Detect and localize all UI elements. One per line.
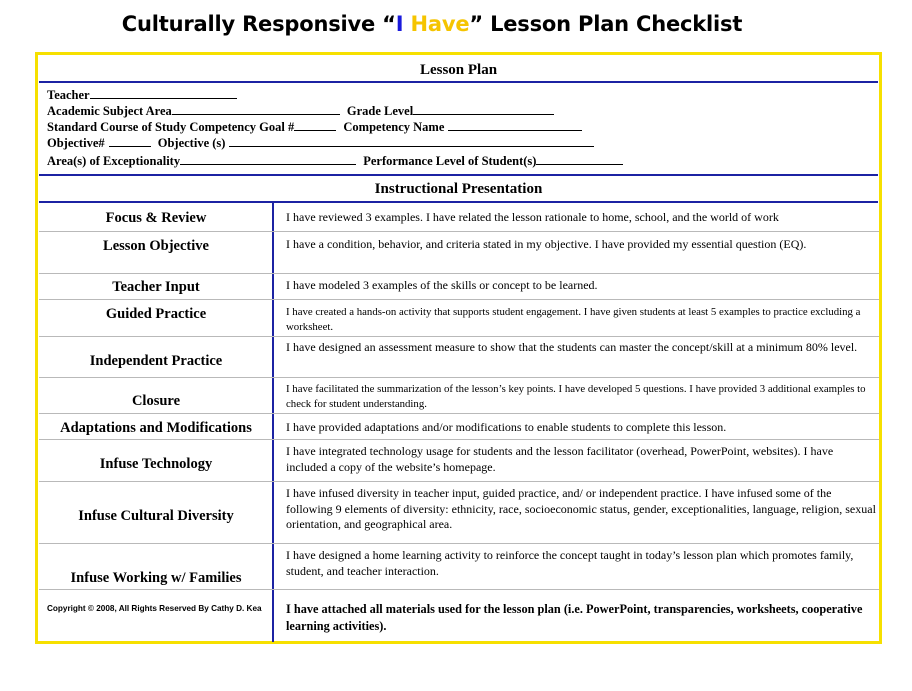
row-text-working-families: I have designed a home learning activity to reinforce the concept taught in today’s lesson plan which promotes family, student, and teacher interaction. [286, 548, 854, 578]
lesson-plan-heading: Lesson Plan [419, 62, 498, 78]
teacher-blank[interactable] [90, 86, 237, 99]
competency-goal-blank[interactable] [294, 118, 336, 131]
objective-num-blank[interactable] [109, 134, 151, 147]
page-title [0, 12, 864, 36]
objectives-blank[interactable] [229, 134, 594, 147]
row-separator [39, 299, 879, 300]
competency-name-blank[interactable] [448, 118, 582, 131]
teacher-field[interactable] [47, 86, 237, 103]
row-label-lesson-objective: Lesson Objective [103, 238, 209, 254]
row-label-adaptations: Adaptations and Modifications [60, 420, 252, 436]
copyright-notice: Copyright © 2008, All Rights Reserved By Cathy D. Kea [47, 604, 262, 613]
row-separator [274, 231, 879, 232]
checklist-frame [35, 52, 882, 644]
exceptionality-blank[interactable] [180, 152, 356, 165]
title-prefix: Culturally Responsive “ [121, 12, 396, 36]
exceptionality-field[interactable] [47, 152, 623, 169]
row-label-guided-practice: Guided Practice [105, 306, 207, 322]
row-label-closure: Closure [131, 393, 181, 409]
subject-grade-field[interactable] [47, 102, 554, 119]
performance-level-blank[interactable] [536, 152, 623, 165]
row-label-independent-practice: Independent Practice [89, 353, 223, 369]
row-label-teacher-input: Teacher Input [112, 279, 200, 295]
row-label-cultural-diversity: Infuse Cultural Diversity [78, 508, 234, 524]
row-text-independent-practice: I have designed an assessment measure to show that the students can master the concept/skill at a minimum 80% level. [286, 340, 858, 354]
row-text-infuse-technology: I have integrated technology usage for students and the lesson facilitator (overhead, PowerPoint, websites). I have included a copy of the website’s homepage. [286, 444, 834, 474]
grade-level-label: Grade Level [346, 104, 414, 118]
row-text-guided-practice: I have created a hands-on activity that supports student engagement. I have given students at least 5 examples to practice excluding a worksheet. [286, 306, 861, 333]
row-separator [39, 231, 274, 232]
title-word-have: Have [410, 12, 470, 36]
performance-level-label: Performance Level of Student(s) [363, 154, 537, 168]
objective-field[interactable] [47, 134, 594, 151]
row-separator [39, 543, 879, 544]
objective-num-label: Objective# [47, 136, 105, 150]
row-text-closure: I have facilitated the summarization of the lesson’s key points. I have developed 5 questions. I have provided 3 additional examples to check for student understanding. [286, 383, 866, 410]
row-separator [39, 589, 879, 590]
row-label-working-families: Infuse Working w/ Families [70, 570, 242, 586]
row-text-lesson-objective: I have a condition, behavior, and criteria stated in my objective. I have provided my essential question (EQ). [286, 237, 807, 251]
row-text-focus-review: I have reviewed 3 examples. I have related the lesson rationale to home, school, and the world of work [286, 210, 779, 224]
instructional-heading: Instructional Presentation [374, 181, 543, 197]
row-label-infuse-technology: Infuse Technology [99, 456, 213, 472]
teacher-label: Teacher [47, 88, 90, 102]
row-text-adaptations: I have provided adaptations and/or modifications to enable students to complete this lesson. [286, 420, 727, 434]
exceptionality-label: Area(s) of Exceptionality [47, 154, 181, 168]
objectives-label: Objective (s) [157, 136, 226, 150]
competency-name-label: Competency Name [343, 120, 445, 134]
row-text-materials: I have attached all materials used for the lesson plan (i.e. PowerPoint, transparencies, worksheets, cooperative learning activities). [286, 602, 863, 633]
row-separator [39, 439, 879, 440]
competency-goal-label: Standard Course of Study Competency Goal # [47, 120, 295, 134]
competency-field[interactable] [47, 118, 582, 135]
row-text-teacher-input: I have modeled 3 examples of the skills or concept to be learned. [286, 278, 598, 292]
subject-label: Academic Subject Area [47, 104, 172, 118]
grade-level-blank[interactable] [413, 102, 554, 115]
title-word-i: I [395, 12, 404, 36]
row-text-cultural-diversity: I have infused diversity in teacher input, guided practice, and/ or independent practice. I have infused some of the following 9 elements of diversity: ethnicity, race, socioeconomic status, gender, exceptionalities, language, religion, sexual orientation, and geographical area. [286, 486, 876, 531]
row-separator [39, 413, 879, 414]
title-suffix: ” Lesson Plan Checklist [469, 12, 743, 36]
lesson-plan-divider [39, 81, 878, 83]
instructional-divider [39, 201, 878, 203]
row-label-focus-review: Focus & Review [105, 210, 207, 226]
checklist-inner [39, 56, 878, 640]
subject-blank[interactable] [172, 102, 340, 115]
row-separator [39, 481, 879, 482]
row-separator [39, 336, 879, 337]
row-separator [39, 377, 879, 378]
instructional-top-divider [39, 174, 878, 176]
row-separator [39, 273, 879, 274]
